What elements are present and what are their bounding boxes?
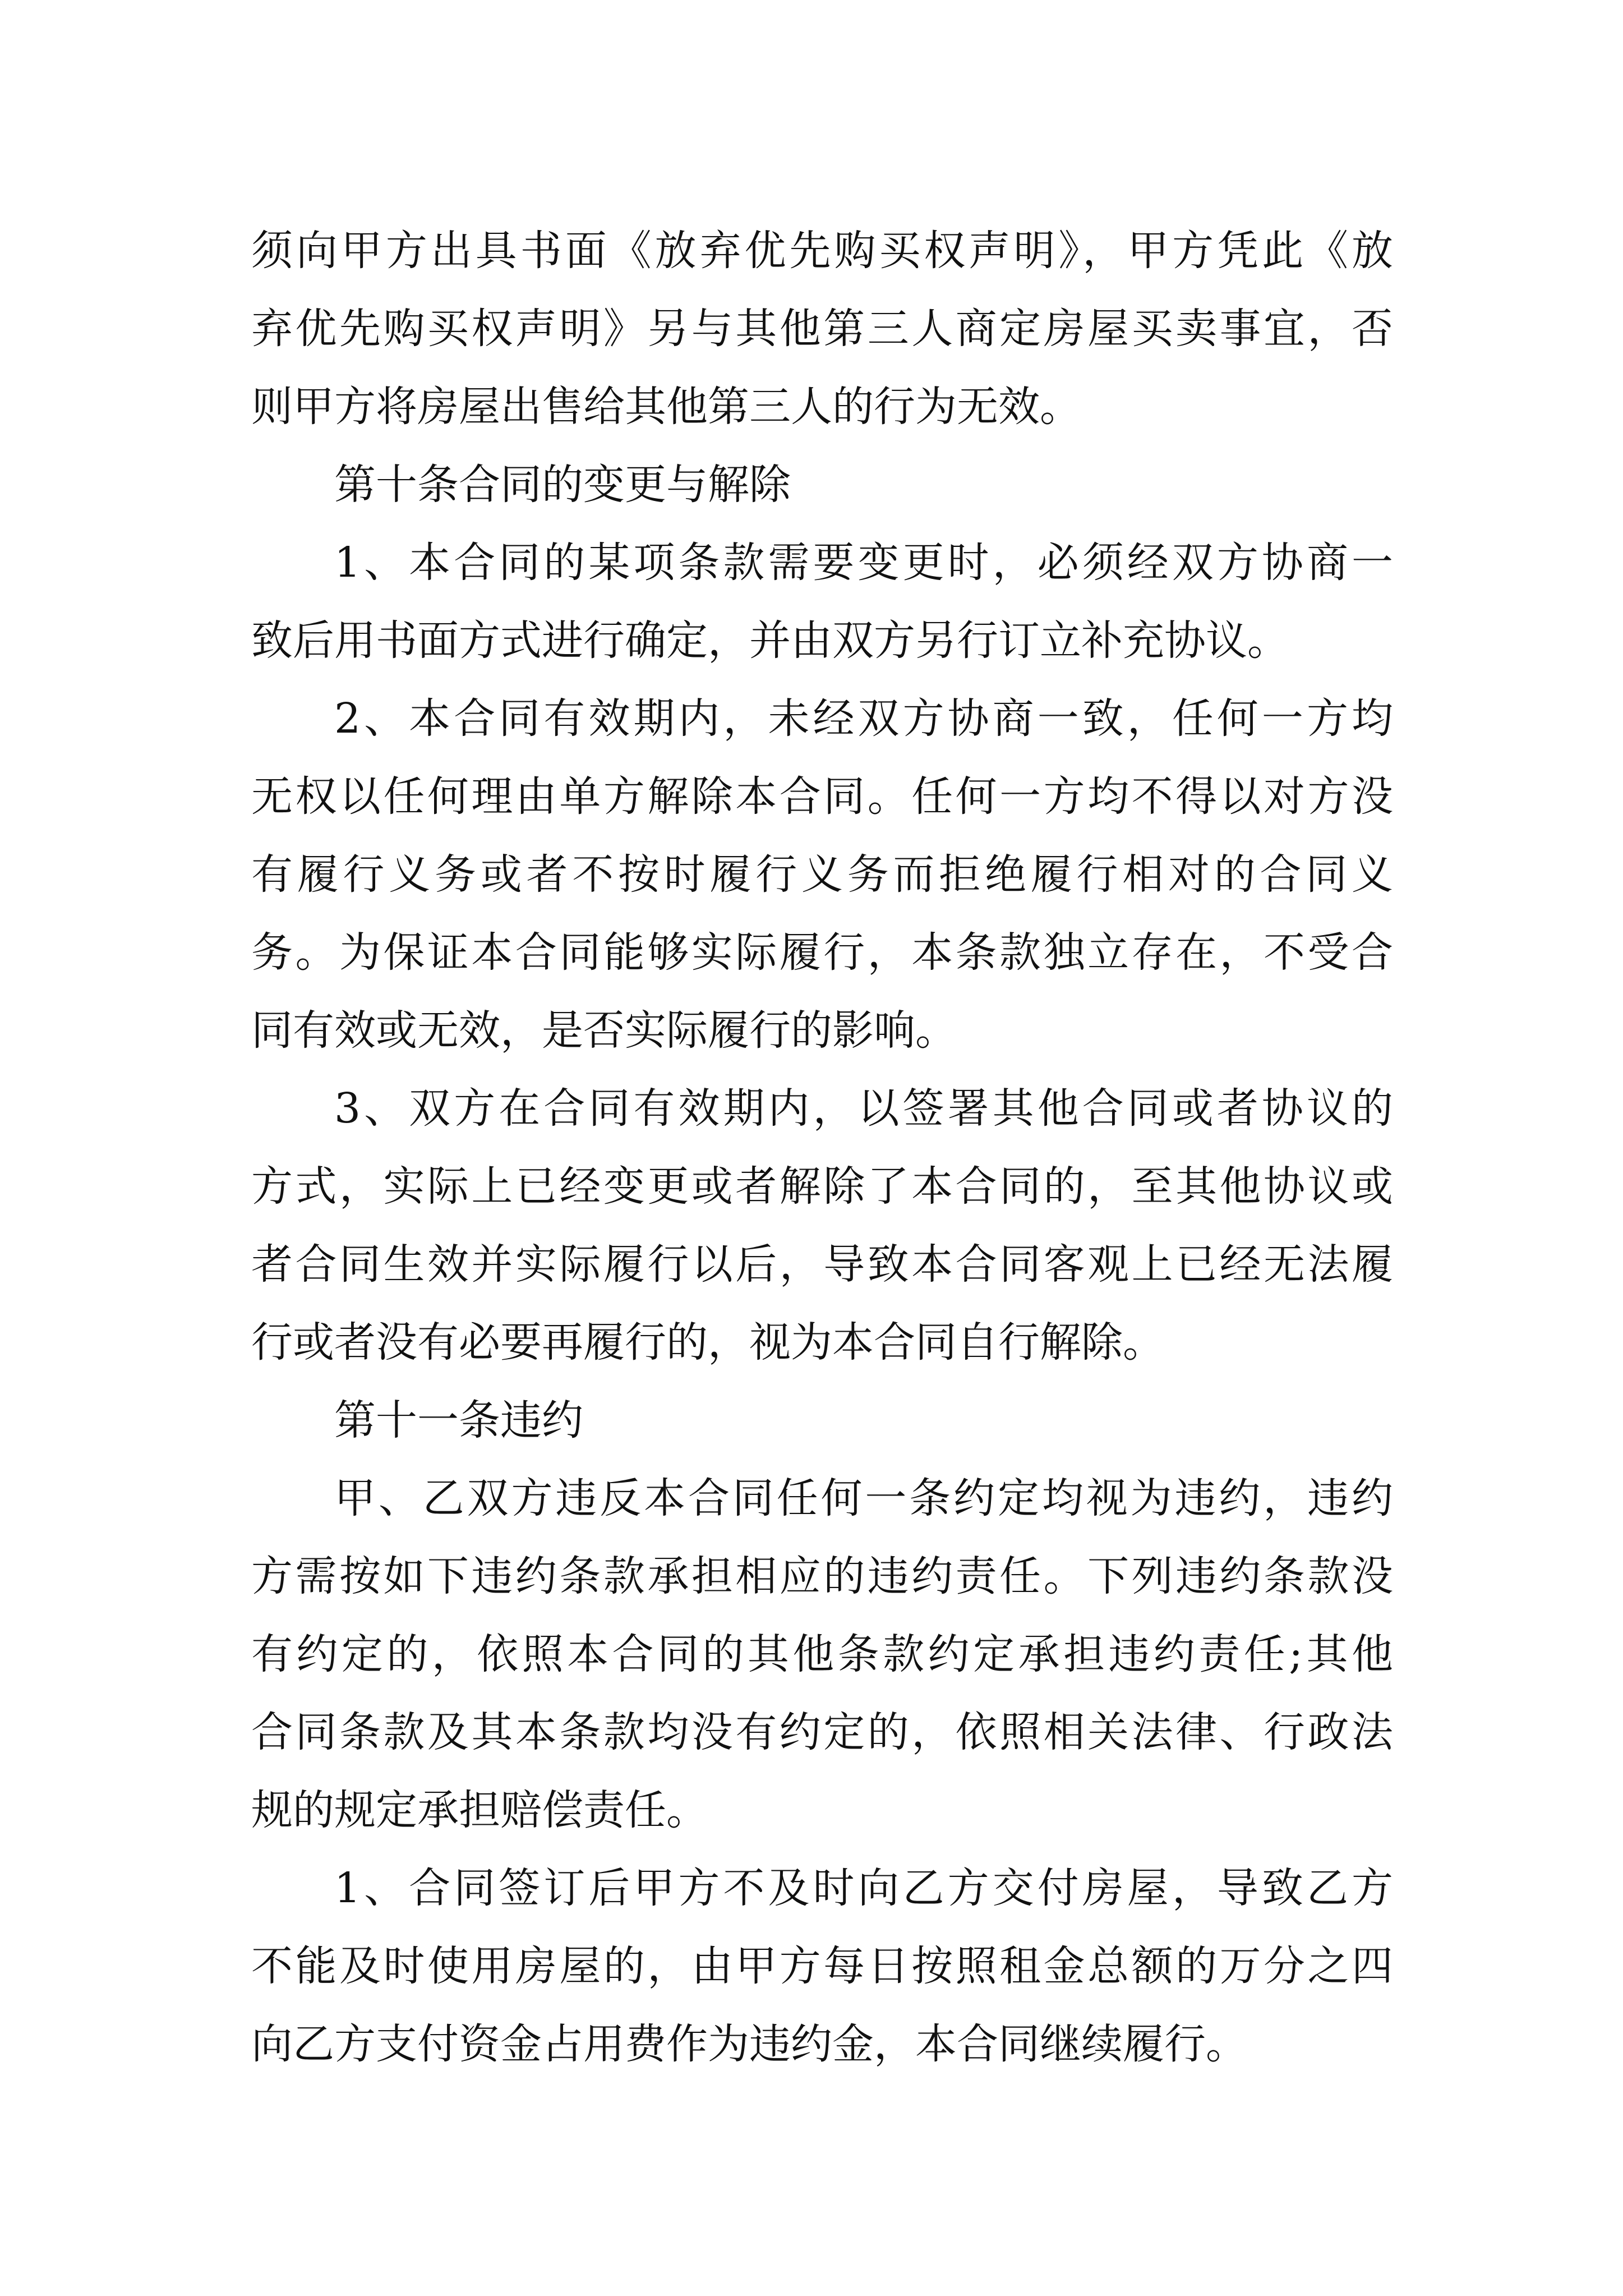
paragraph	[251, 680, 1393, 1070]
paragraph-line: 方需按如下违约条款承担相应的违约责任。下列违约条款没	[251, 1552, 1393, 1600]
paragraph-line: 则甲方将房屋出售给其他第三人的行为无效。	[251, 383, 1081, 431]
paragraph-line: 方式，实际上已经变更或者解除了本合同的，至其他协议或	[251, 1162, 1393, 1211]
paragraph-line: 3、双方在合同有效期内，以签署其他合同或者协议的	[334, 1084, 1393, 1133]
paragraph-line: 有约定的，依照本合同的其他条款约定承担违约责任;其他	[251, 1630, 1393, 1678]
heading-text: 第十一条违约	[334, 1396, 583, 1444]
paragraph-line: 弃优先购买权声明》另与其他第三人商定房屋买卖事宜，否	[251, 305, 1393, 353]
paragraph-line: 甲、乙双方违反本合同任何一条约定均视为违约，违约	[334, 1474, 1393, 1522]
paragraph-line: 同有效或无效，是否实际履行的影响。	[251, 1006, 957, 1055]
paragraph-line: 务。为保证本合同能够实际履行，本条款独立存在，不受合	[251, 928, 1393, 977]
paragraph	[251, 1849, 1393, 2083]
paragraph-line: 无权以任何理由单方解除本合同。任何一方均不得以对方没	[251, 772, 1393, 821]
paragraph-line: 1、本合同的某项条款需要变更时，必须经双方协商一	[334, 539, 1393, 587]
heading-text: 第十条合同的变更与解除	[334, 461, 791, 509]
paragraph-line: 向乙方支付资金占用费作为违约金，本合同继续履行。	[251, 2020, 1247, 2068]
paragraph-line: 1、合同签订后甲方不及时向乙方交付房屋，导致乙方	[334, 1864, 1393, 1912]
paragraph-line: 者合同生效并实际履行以后，导致本合同客观上已经无法履	[251, 1240, 1393, 1289]
paragraph	[251, 524, 1393, 680]
paragraph	[251, 212, 1393, 446]
paragraph-line: 2、本合同有效期内，未经双方协商一致，任何一方均	[334, 694, 1393, 743]
paragraph-line: 行或者没有必要再履行的，视为本合同自行解除。	[251, 1318, 1164, 1366]
document-page	[251, 212, 1393, 2083]
paragraph	[251, 1070, 1393, 1382]
paragraph-line: 致后用书面方式进行确定，并由双方另行订立补充协议。	[251, 616, 1289, 665]
paragraph-line: 合同条款及其本条款均没有约定的，依照相关法律、行政法	[251, 1708, 1393, 1756]
paragraph	[251, 1460, 1393, 1849]
paragraph-line: 规的规定承担赔偿责任。	[251, 1786, 708, 1834]
paragraph-line: 不能及时使用房屋的，由甲方每日按照租金总额的万分之四	[251, 1942, 1393, 1990]
paragraph-line: 须向甲方出具书面《放弃优先购买权声明》，甲方凭此《放	[251, 227, 1393, 275]
section-heading	[251, 1382, 1393, 1460]
paragraph-line: 有履行义务或者不按时履行义务而拒绝履行相对的合同义	[251, 850, 1393, 899]
section-heading	[251, 446, 1393, 524]
